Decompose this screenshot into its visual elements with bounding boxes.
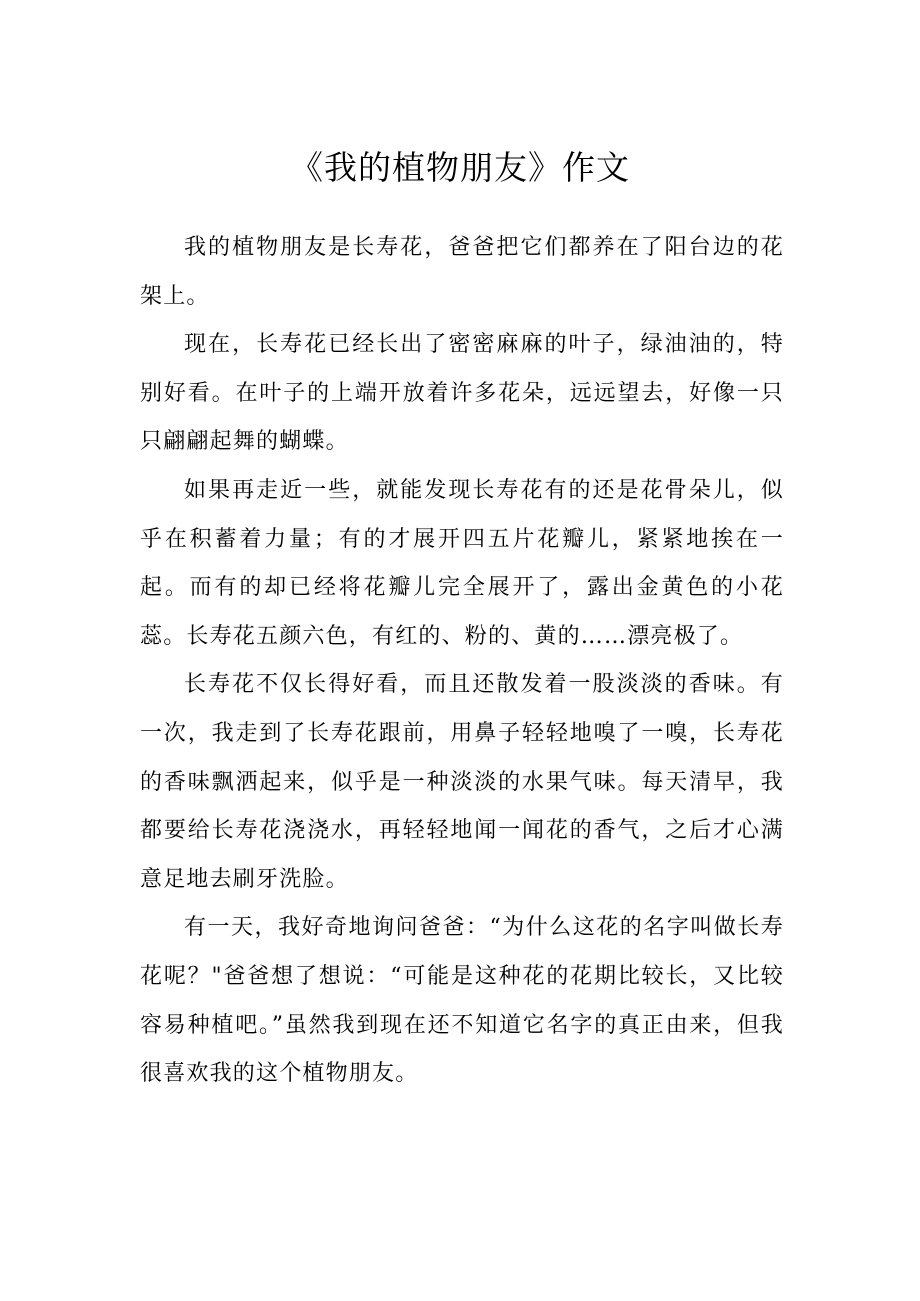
- paragraph-5: 有一天，我好奇地询问爸爸：“为什么这花的名字叫做长寿花呢？"爸爸想了想说：“可能是这种花的花期比较长，又比较容易种植吧。”虽然我到现在还不知道它名字的真正由来，但我很喜欢我的这个植物朋友。: [140, 915, 784, 1087]
- paragraph-1: 我的植物朋友是长寿花，爸爸把它们都养在了阳台边的花架上。: [140, 235, 784, 309]
- paragraph-3: 如果再走近一些，就能发现长寿花有的还是花骨朵儿，似乎在积蓄着力量；有的才展开四五片花瓣儿，紧紧地挨在一起。而有的却已经将花瓣儿完全展开了，露出金黄色的小花蕊。长寿花五颜六色，有红的、粉的、黄的……漂亮极了。: [140, 477, 784, 649]
- document-body: [140, 224, 784, 1099]
- paragraph-2: 现在，长寿花已经长出了密密麻麻的叶子，绿油油的，特别好看。在叶子的上端开放着许多花朵，远远望去，好像一只只翩翩起舞的蝴蝶。: [140, 332, 784, 455]
- paragraph-4: 长寿花不仅长得好看，而且还散发着一股淡淡的香味。有一次，我走到了长寿花跟前，用鼻子轻轻地嗅了一嗅，长寿花的香味飘洒起来，似乎是一种淡淡的水果气味。每天清早，我都要给长寿花浇浇水，再轻轻地闻一闻花的香气，之后才心满意足地去刷牙洗脸。: [140, 672, 784, 892]
- document-title: 《我的植物朋友》作文: [290, 148, 630, 187]
